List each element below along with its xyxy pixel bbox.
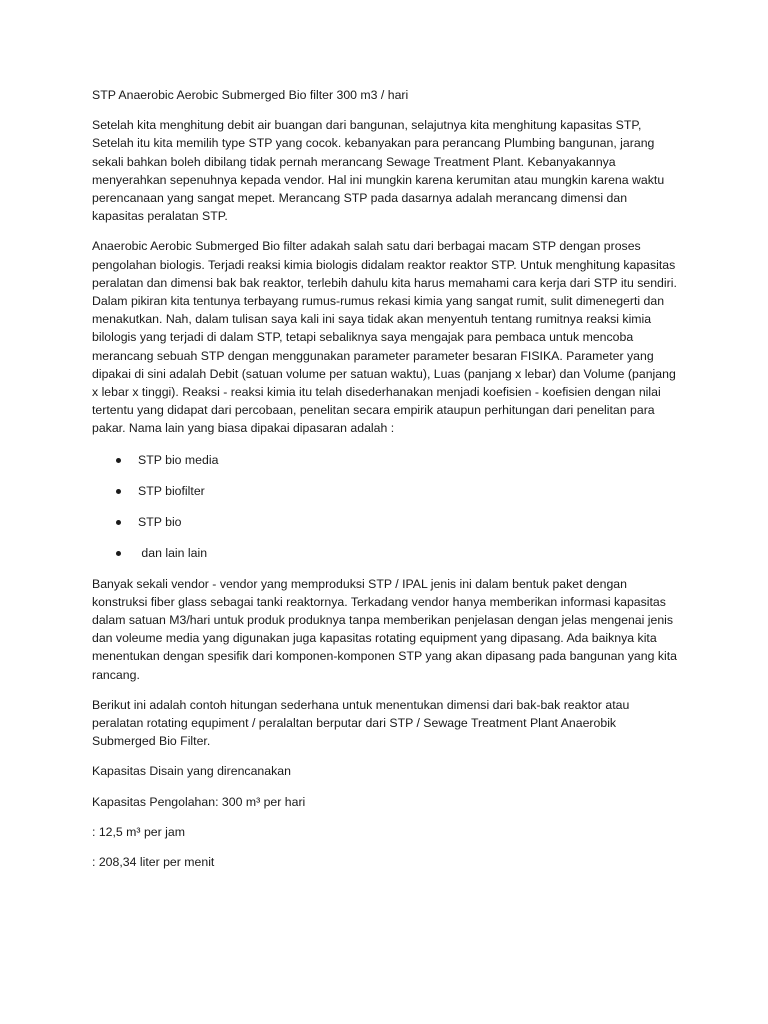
document-page — [92, 86, 682, 883]
spec-processing-capacity: Kapasitas Pengolahan: 300 m³ per hari — [92, 794, 306, 809]
list-item-label: STP bio media — [138, 452, 219, 467]
list-item — [92, 451, 682, 469]
spec-per-hour: : 12,5 m³ per jam — [92, 824, 185, 839]
bullet-icon — [116, 551, 121, 556]
alias-list — [92, 451, 682, 562]
paragraph-intro: Setelah kita menghitung debit air buangan dari bangunan, selajutnya kita menghitung kapasitas STP, Setelah itu kita memilih type STP yang cocok. kebanyakan para perancang Plumbing bangunan, jarang sekali bahkan boleh dibilang tidak pernah merancang Sewage Treatment Plant. Kebanyakannya menyerahkan sepenuhnya kepada vendor. Hal ini mungkin karena kerumitan atau mungkin karena waktu perencanaan yang sangat mepet. Merancang STP pada dasarnya adalah merancang dimensi dan kapasitas peralatan STP. — [92, 118, 665, 224]
spec-per-minute: : 208,34 liter per menit — [92, 855, 215, 870]
paragraph-vendors: Banyak sekali vendor - vendor yang memproduksi STP / IPAL jenis ini dalam bentuk paket dengan konstruksi fiber glass sebagai tanki reaktornya. Terkadang vendor hanya memberikan informasi kapasitas dalam satuan M3/hari untuk produk produknya tanpa memberikan penjelasan dengan jelas mengenai jenis dan voleume media yang digunakan juga kapasitas rotating equipment yang dipasang. Ada baiknya kita menentukan dengan spesifik dari komponen-komponen STP yang akan dipasang pada bangunan yang kita rancang. — [92, 576, 677, 682]
list-item — [92, 544, 682, 562]
bullet-icon — [116, 520, 121, 525]
list-item — [92, 482, 682, 500]
list-item-label: STP bio — [138, 514, 182, 529]
list-item-label: dan lain lain — [138, 545, 208, 560]
paragraph-method: Anaerobic Aerobic Submerged Bio filter adakah salah satu dari berbagai macam STP dengan proses pengolahan biologis. Terjadi reaksi kimia biologis didalam reaktor reaktor STP. Untuk menghitung kapasitas peralatan dan dimensi bak bak reaktor, terlebih dahulu kita harus memahami cara kerja dari STP itu sendiri. Dalam pikiran kita tentunya terbayang rumus-rumus rekasi kimia yang sangat rumit, sulit dimenegerti dan menakutkan. Nah, dalam tulisan saya kali ini saya tidak akan menyentuh tentang rumitnya reaksi kimia bilologis yang terjadi di dalam STP, tetapi sebaliknya saya mengajak para pembaca untuk mencoba merancang sebuah STP dengan menggunakan parameter parameter besaran FISIKA. Parameter yang dipakai di sini adalah Debit (satuan volume per satuan waktu), Luas (panjang x lebar) dan Volume (panjang x lebar x tinggi). Reaksi - reaksi kimia itu telah disederhanakan menjadi koefisien - koefisien dengan nilai tertentu yang didapat dari percobaan, penelitan secara empirik ataupun perhitungan dari penelitan para pakar. Nama lain yang biasa dipakai dipasaran adalah : — [92, 239, 677, 436]
list-item — [92, 513, 682, 531]
document-title: STP Anaerobic Aerobic Submerged Bio filter 300 m3 / hari — [92, 88, 409, 102]
bullet-icon — [116, 489, 121, 494]
paragraph-example: Berikut ini adalah contoh hitungan sederhana untuk menentukan dimensi dari bak-bak reaktor atau peralatan rotating equpiment / peralaltan berputar dari STP / Sewage Treatment Plant Anaerobik Submerged Bio Filter. — [92, 697, 630, 749]
bullet-icon — [116, 458, 121, 463]
list-item-label: STP biofilter — [138, 483, 205, 498]
spec-design-capacity: Kapasitas Disain yang direncanakan — [92, 764, 291, 779]
